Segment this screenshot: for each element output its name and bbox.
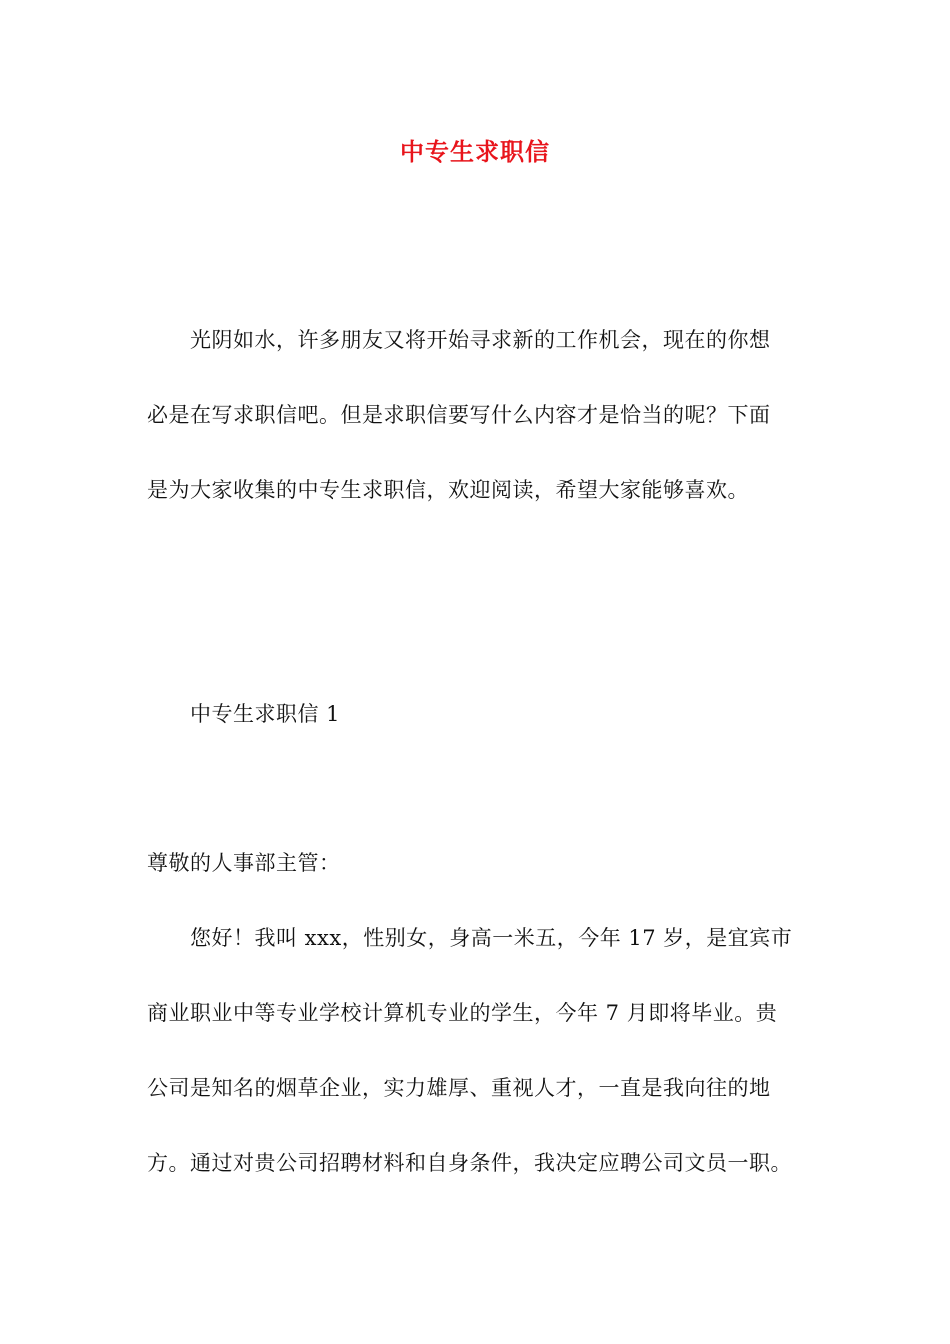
body-line-4: 方。通过对贵公司招聘材料和自身条件，我决定应聘公司文员一职。: [147, 1151, 792, 1175]
section-heading: 中专生求职信 1: [190, 702, 341, 726]
document-title: 中专生求职信: [400, 137, 550, 166]
intro-line-1: 光阴如水，许多朋友又将开始寻求新的工作机会，现在的你想: [190, 328, 771, 352]
body-line-2: 商业职业中等专业学校计算机专业的学生，今年 7 月即将毕业。贵: [147, 1001, 778, 1025]
body-line-3: 公司是知名的烟草企业，实力雄厚、重视人才，一直是我向往的地: [147, 1076, 771, 1100]
intro-line-2: 必是在写求职信吧。但是求职信要写什么内容才是恰当的呢？下面: [147, 403, 771, 427]
intro-line-3: 是为大家收集的中专生求职信，欢迎阅读，希望大家能够喜欢。: [147, 478, 749, 502]
body-line-1: 您好！我叫 xxx，性别女，身高一米五，今年 17 岁，是宜宾市: [190, 926, 793, 950]
salutation: 尊敬的人事部主管：: [147, 851, 341, 875]
